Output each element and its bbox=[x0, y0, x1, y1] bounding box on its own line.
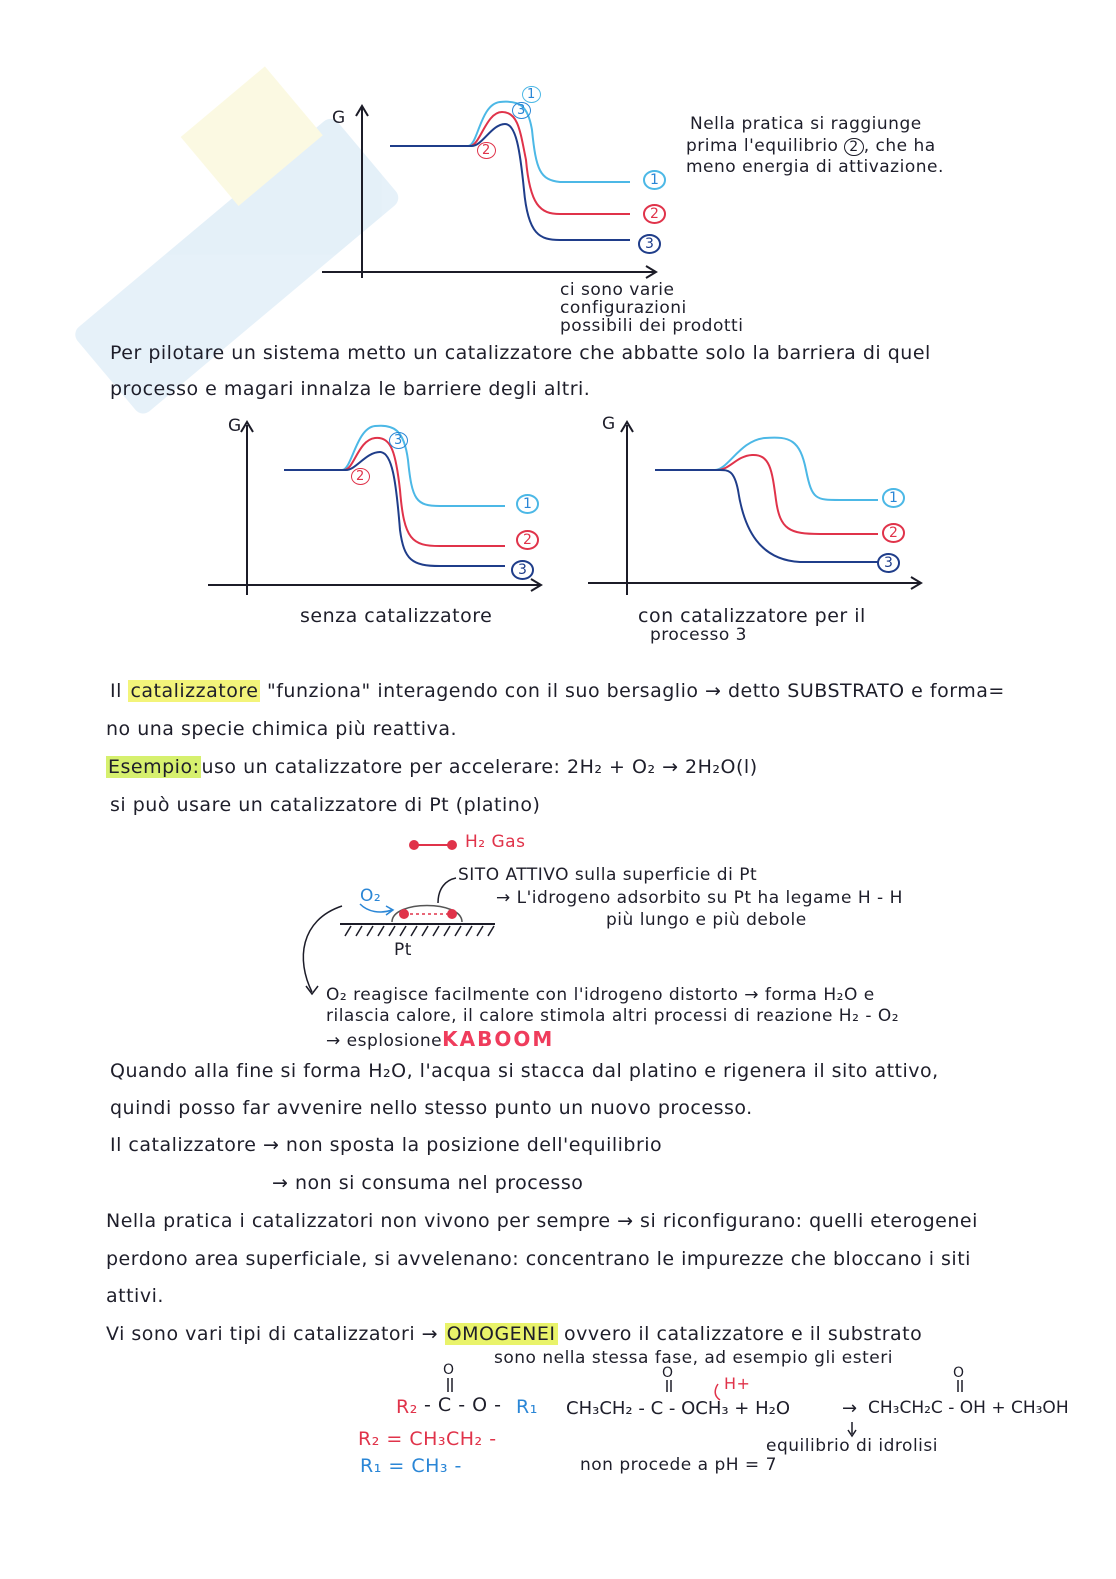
example-highlight: Esempio: bbox=[108, 756, 200, 778]
adsorb-line-2: più lungo e più debole bbox=[606, 910, 807, 930]
reaction-line-2: rilascia calore, il calore stimola altri processi di reazione H₂ - O₂ bbox=[326, 1006, 900, 1026]
configs-line-3: possibili dei prodotti bbox=[560, 316, 744, 336]
ester-oxygen: O bbox=[443, 1362, 455, 1378]
p2-rest: "funziona" interagendo con il suo bersaglio → detto SUBSTRATO e forma= bbox=[266, 680, 1005, 702]
axis-label-g: G bbox=[332, 108, 346, 128]
ester-middle: - C - O - bbox=[424, 1394, 502, 1416]
ester-r2: R₂ bbox=[396, 1396, 418, 1418]
reaction-left-side: CH₃CH₂ - C - OCH₃ + H₂O bbox=[566, 1398, 791, 1419]
pt-label: Pt bbox=[394, 940, 412, 960]
left-axis-label-g: G bbox=[228, 416, 242, 436]
o2-label: O₂ bbox=[360, 886, 382, 906]
note-line-2-number: 2 bbox=[844, 138, 863, 156]
carbonyl-o-left: O bbox=[662, 1365, 674, 1381]
quando-line-2: quindi posso far avvenire nello stesso punto un nuovo processo. bbox=[110, 1097, 753, 1119]
r1-definition: R₁ = CH₃ - bbox=[360, 1455, 462, 1477]
right-side-marker-3: 3 bbox=[877, 553, 900, 573]
types-prefix: Vi sono vari tipi di catalizzatori → bbox=[106, 1323, 439, 1345]
configs-line-2: configurazioni bbox=[560, 298, 687, 318]
adsorb-line-1: → L'idrogeno adsorbito su Pt ha legame H - H bbox=[496, 888, 903, 908]
explosion-text: → esplosione bbox=[326, 1031, 443, 1051]
right-axis-label-g: G bbox=[602, 414, 616, 434]
types-rest: ovvero il catalizzatore e il substrato bbox=[564, 1323, 923, 1345]
active-site-label: SITO ATTIVO sulla superficie di Pt bbox=[458, 865, 758, 885]
catalyst-line-1: Il catalizzatore → non sposta la posizione dell'equilibrio bbox=[110, 1134, 663, 1156]
paragraph-2-line-2: no una specie chimica più reattiva. bbox=[106, 718, 458, 740]
note-line-2-end: , che ha bbox=[863, 136, 936, 156]
left-caption: senza catalizzatore bbox=[300, 605, 493, 627]
left-marker-3: 3 bbox=[389, 432, 408, 449]
side-marker-2: 2 bbox=[643, 204, 666, 224]
ph-note: non procede a pH = 7 bbox=[580, 1455, 777, 1475]
note-line-2-text: prima l'equilibrio bbox=[686, 136, 839, 156]
ester-r1: R₁ bbox=[516, 1396, 538, 1418]
omogenei-highlight: OMOGENEI bbox=[446, 1323, 556, 1345]
reaction-line-1: O₂ reagisce facilmente con l'idrogeno distorto → forma H₂O e bbox=[326, 985, 875, 1005]
reaction-right-side: CH₃CH₂C - OH + CH₃OH bbox=[868, 1398, 1069, 1418]
p2-prefix: Il bbox=[110, 680, 122, 702]
side-marker-1: 1 bbox=[643, 170, 666, 190]
hydrolysis-label: equilibrio di idrolisi bbox=[766, 1436, 938, 1456]
types-line-2: sono nella stessa fase, ad esempio gli esteri bbox=[494, 1348, 893, 1368]
note-line-1: Nella pratica si raggiunge bbox=[690, 114, 922, 134]
right-side-marker-2: 2 bbox=[882, 523, 905, 543]
quando-line-1: Quando alla fine si forma H₂O, l'acqua si stacca dal platino e rigenera il sito attivo, bbox=[110, 1060, 939, 1082]
left-marker-2: 2 bbox=[351, 468, 370, 485]
practice-line-2: perdono area superficiale, si avvelenano: concentrano le impurezze che bloccano i siti bbox=[106, 1248, 971, 1270]
r2-definition: R₂ = CH₃CH₂ - bbox=[358, 1428, 497, 1450]
paragraph-1-line-1: Per pilotare un sistema metto un catalizzatore che abbatte solo la barriera di quel bbox=[110, 342, 931, 364]
example-rest: uso un catalizzatore per accelerare: 2H₂ + O₂ → 2H₂O(l) bbox=[201, 756, 758, 778]
kaboom-text: KABOOM bbox=[442, 1027, 555, 1051]
practice-line-1: Nella pratica i catalizzatori non vivono per sempre → si riconfigurano: quelli eterogenei bbox=[106, 1210, 978, 1232]
right-caption-line-2: processo 3 bbox=[650, 625, 747, 645]
paragraph-1-line-2: processo e magari innalza le barriere degli altri. bbox=[110, 378, 591, 400]
configs-line-1: ci sono varie bbox=[560, 280, 675, 300]
p2-highlight: catalizzatore bbox=[130, 680, 259, 702]
h-plus-label: H+ bbox=[724, 1374, 751, 1393]
catalyst-line-2: → non si consuma nel processo bbox=[272, 1172, 584, 1194]
right-side-marker-1: 1 bbox=[882, 488, 905, 508]
practice-line-3: attivi. bbox=[106, 1285, 164, 1307]
note-line-3: meno energia di attivazione. bbox=[686, 157, 944, 177]
left-side-marker-3: 3 bbox=[511, 560, 534, 580]
left-side-marker-2: 2 bbox=[516, 530, 539, 550]
right-caption-line-1: con catalizzatore per il bbox=[638, 605, 866, 627]
h2-gas-label: H₂ Gas bbox=[465, 832, 526, 852]
marker-1: 1 bbox=[522, 86, 541, 103]
marker-2: 2 bbox=[477, 142, 496, 159]
platinum-line: si può usare un catalizzatore di Pt (platino) bbox=[110, 794, 541, 816]
marker-3: 3 bbox=[512, 102, 531, 119]
left-side-marker-1: 1 bbox=[516, 494, 539, 514]
reaction-arrow: → bbox=[842, 1398, 858, 1419]
carbonyl-o-right: O bbox=[953, 1365, 965, 1381]
side-marker-3: 3 bbox=[638, 234, 661, 254]
